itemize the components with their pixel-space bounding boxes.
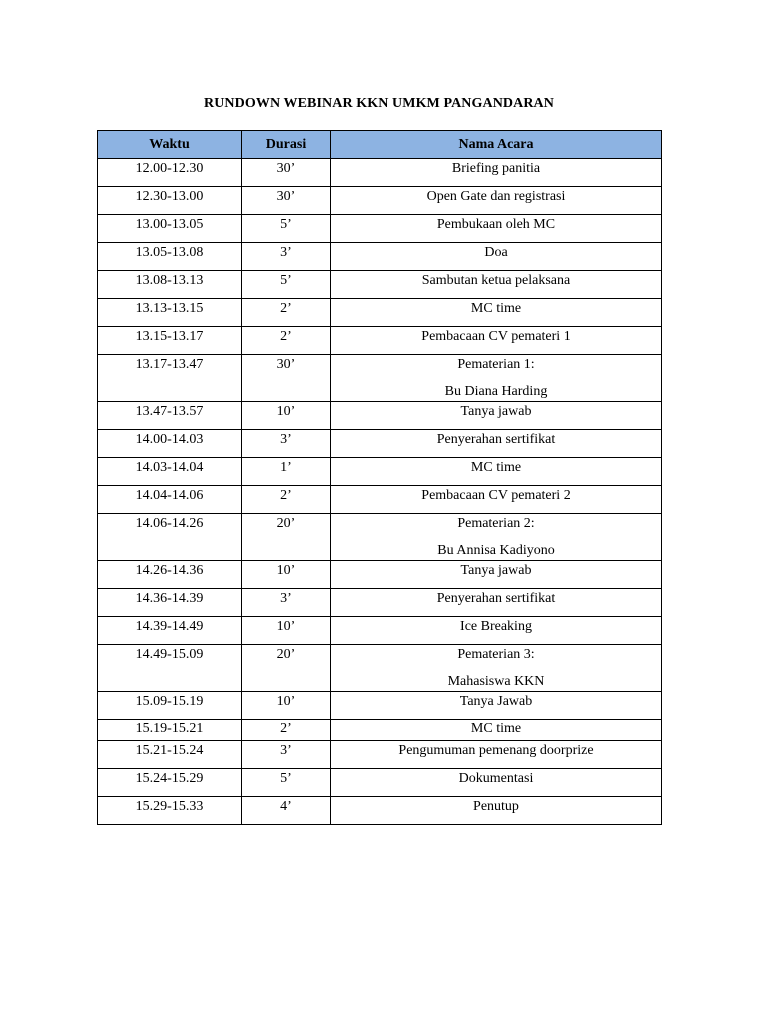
cell-durasi: 3’ (242, 243, 331, 271)
cell-durasi: 2’ (242, 720, 331, 741)
cell-durasi: 2’ (242, 327, 331, 355)
cell-waktu: 13.05-13.08 (98, 243, 242, 271)
cell-durasi: 10’ (242, 561, 331, 589)
table-row (98, 561, 662, 589)
cell-acara: Tanya jawab (331, 561, 662, 589)
cell-waktu: 12.30-13.00 (98, 187, 242, 215)
cell-waktu: 15.24-15.29 (98, 769, 242, 797)
cell-waktu: 15.29-15.33 (98, 797, 242, 825)
table-row (98, 797, 662, 825)
cell-acara: Pembacaan CV pemateri 2 (331, 486, 662, 514)
table-row (98, 486, 662, 514)
table-row (98, 271, 662, 299)
cell-durasi: 3’ (242, 430, 331, 458)
cell-waktu: 13.13-13.15 (98, 299, 242, 327)
cell-waktu: 14.49-15.09 (98, 645, 242, 692)
acara-line-2: Bu Annisa Kadiyono (437, 543, 555, 558)
cell-durasi: 10’ (242, 692, 331, 720)
cell-waktu: 14.03-14.04 (98, 458, 242, 486)
table-row (98, 243, 662, 271)
table-row (98, 645, 662, 692)
table-row (98, 430, 662, 458)
cell-waktu: 13.08-13.13 (98, 271, 242, 299)
acara-line-1: Pematerian 1: (457, 357, 535, 372)
cell-acara: Tanya jawab (331, 402, 662, 430)
header-nama-acara: Nama Acara (331, 131, 662, 159)
table-row (98, 769, 662, 797)
cell-waktu: 14.26-14.36 (98, 561, 242, 589)
cell-acara: Briefing panitia (331, 159, 662, 187)
acara-line-1: Pematerian 3: (457, 647, 535, 662)
cell-waktu: 14.06-14.26 (98, 514, 242, 561)
table-row (98, 617, 662, 645)
cell-durasi: 5’ (242, 271, 331, 299)
cell-acara: Penyerahan sertifikat (331, 589, 662, 617)
cell-durasi: 3’ (242, 741, 331, 769)
rundown-table (97, 130, 662, 825)
cell-acara: Penutup (331, 797, 662, 825)
cell-durasi: 30’ (242, 355, 331, 402)
cell-waktu: 14.39-14.49 (98, 617, 242, 645)
table-row (98, 187, 662, 215)
cell-durasi: 10’ (242, 402, 331, 430)
cell-durasi: 4’ (242, 797, 331, 825)
cell-durasi: 3’ (242, 589, 331, 617)
cell-waktu: 13.00-13.05 (98, 215, 242, 243)
cell-waktu: 14.00-14.03 (98, 430, 242, 458)
cell-acara: Pembukaan oleh MC (331, 215, 662, 243)
table-row (98, 589, 662, 617)
cell-durasi: 2’ (242, 486, 331, 514)
cell-acara: Ice Breaking (331, 617, 662, 645)
acara-line-2: Mahasiswa KKN (447, 674, 545, 689)
cell-waktu: 15.21-15.24 (98, 741, 242, 769)
cell-waktu: 14.36-14.39 (98, 589, 242, 617)
table-row (98, 159, 662, 187)
table-row (98, 514, 662, 561)
cell-acara: Pengumuman pemenang doorprize (331, 741, 662, 769)
header-waktu: Waktu (98, 131, 242, 159)
cell-durasi: 2’ (242, 299, 331, 327)
cell-acara: Sambutan ketua pelaksana (331, 271, 662, 299)
table-header-row (98, 131, 662, 159)
cell-waktu: 15.19-15.21 (98, 720, 242, 741)
table-row (98, 458, 662, 486)
table-row (98, 299, 662, 327)
table-row (98, 355, 662, 402)
table-row (98, 327, 662, 355)
header-durasi: Durasi (242, 131, 331, 159)
cell-durasi: 5’ (242, 769, 331, 797)
cell-acara: MC time (331, 299, 662, 327)
cell-durasi: 20’ (242, 645, 331, 692)
acara-line-1: Pematerian 2: (457, 516, 535, 531)
cell-acara: Penyerahan sertifikat (331, 430, 662, 458)
cell-waktu: 13.17-13.47 (98, 355, 242, 402)
cell-waktu: 12.00-12.30 (98, 159, 242, 187)
cell-acara: Doa (331, 243, 662, 271)
cell-waktu: 13.15-13.17 (98, 327, 242, 355)
cell-durasi: 20’ (242, 514, 331, 561)
cell-acara (331, 514, 662, 561)
cell-durasi: 5’ (242, 215, 331, 243)
cell-acara: Tanya Jawab (331, 692, 662, 720)
cell-acara: Dokumentasi (331, 769, 662, 797)
cell-durasi: 30’ (242, 159, 331, 187)
table-row (98, 720, 662, 741)
table-row (98, 402, 662, 430)
cell-acara (331, 355, 662, 402)
cell-waktu: 13.47-13.57 (98, 402, 242, 430)
cell-durasi: 30’ (242, 187, 331, 215)
cell-acara: Open Gate dan registrasi (331, 187, 662, 215)
acara-line-2: Bu Diana Harding (444, 384, 548, 399)
table-row (98, 215, 662, 243)
cell-acara: Pembacaan CV pemateri 1 (331, 327, 662, 355)
document-title: RUNDOWN WEBINAR KKN UMKM PANGANDARAN (204, 96, 554, 111)
cell-durasi: 10’ (242, 617, 331, 645)
cell-waktu: 14.04-14.06 (98, 486, 242, 514)
cell-waktu: 15.09-15.19 (98, 692, 242, 720)
cell-acara: MC time (331, 720, 662, 741)
table-row (98, 692, 662, 720)
cell-acara (331, 645, 662, 692)
cell-durasi: 1’ (242, 458, 331, 486)
cell-acara: MC time (331, 458, 662, 486)
table-row (98, 741, 662, 769)
